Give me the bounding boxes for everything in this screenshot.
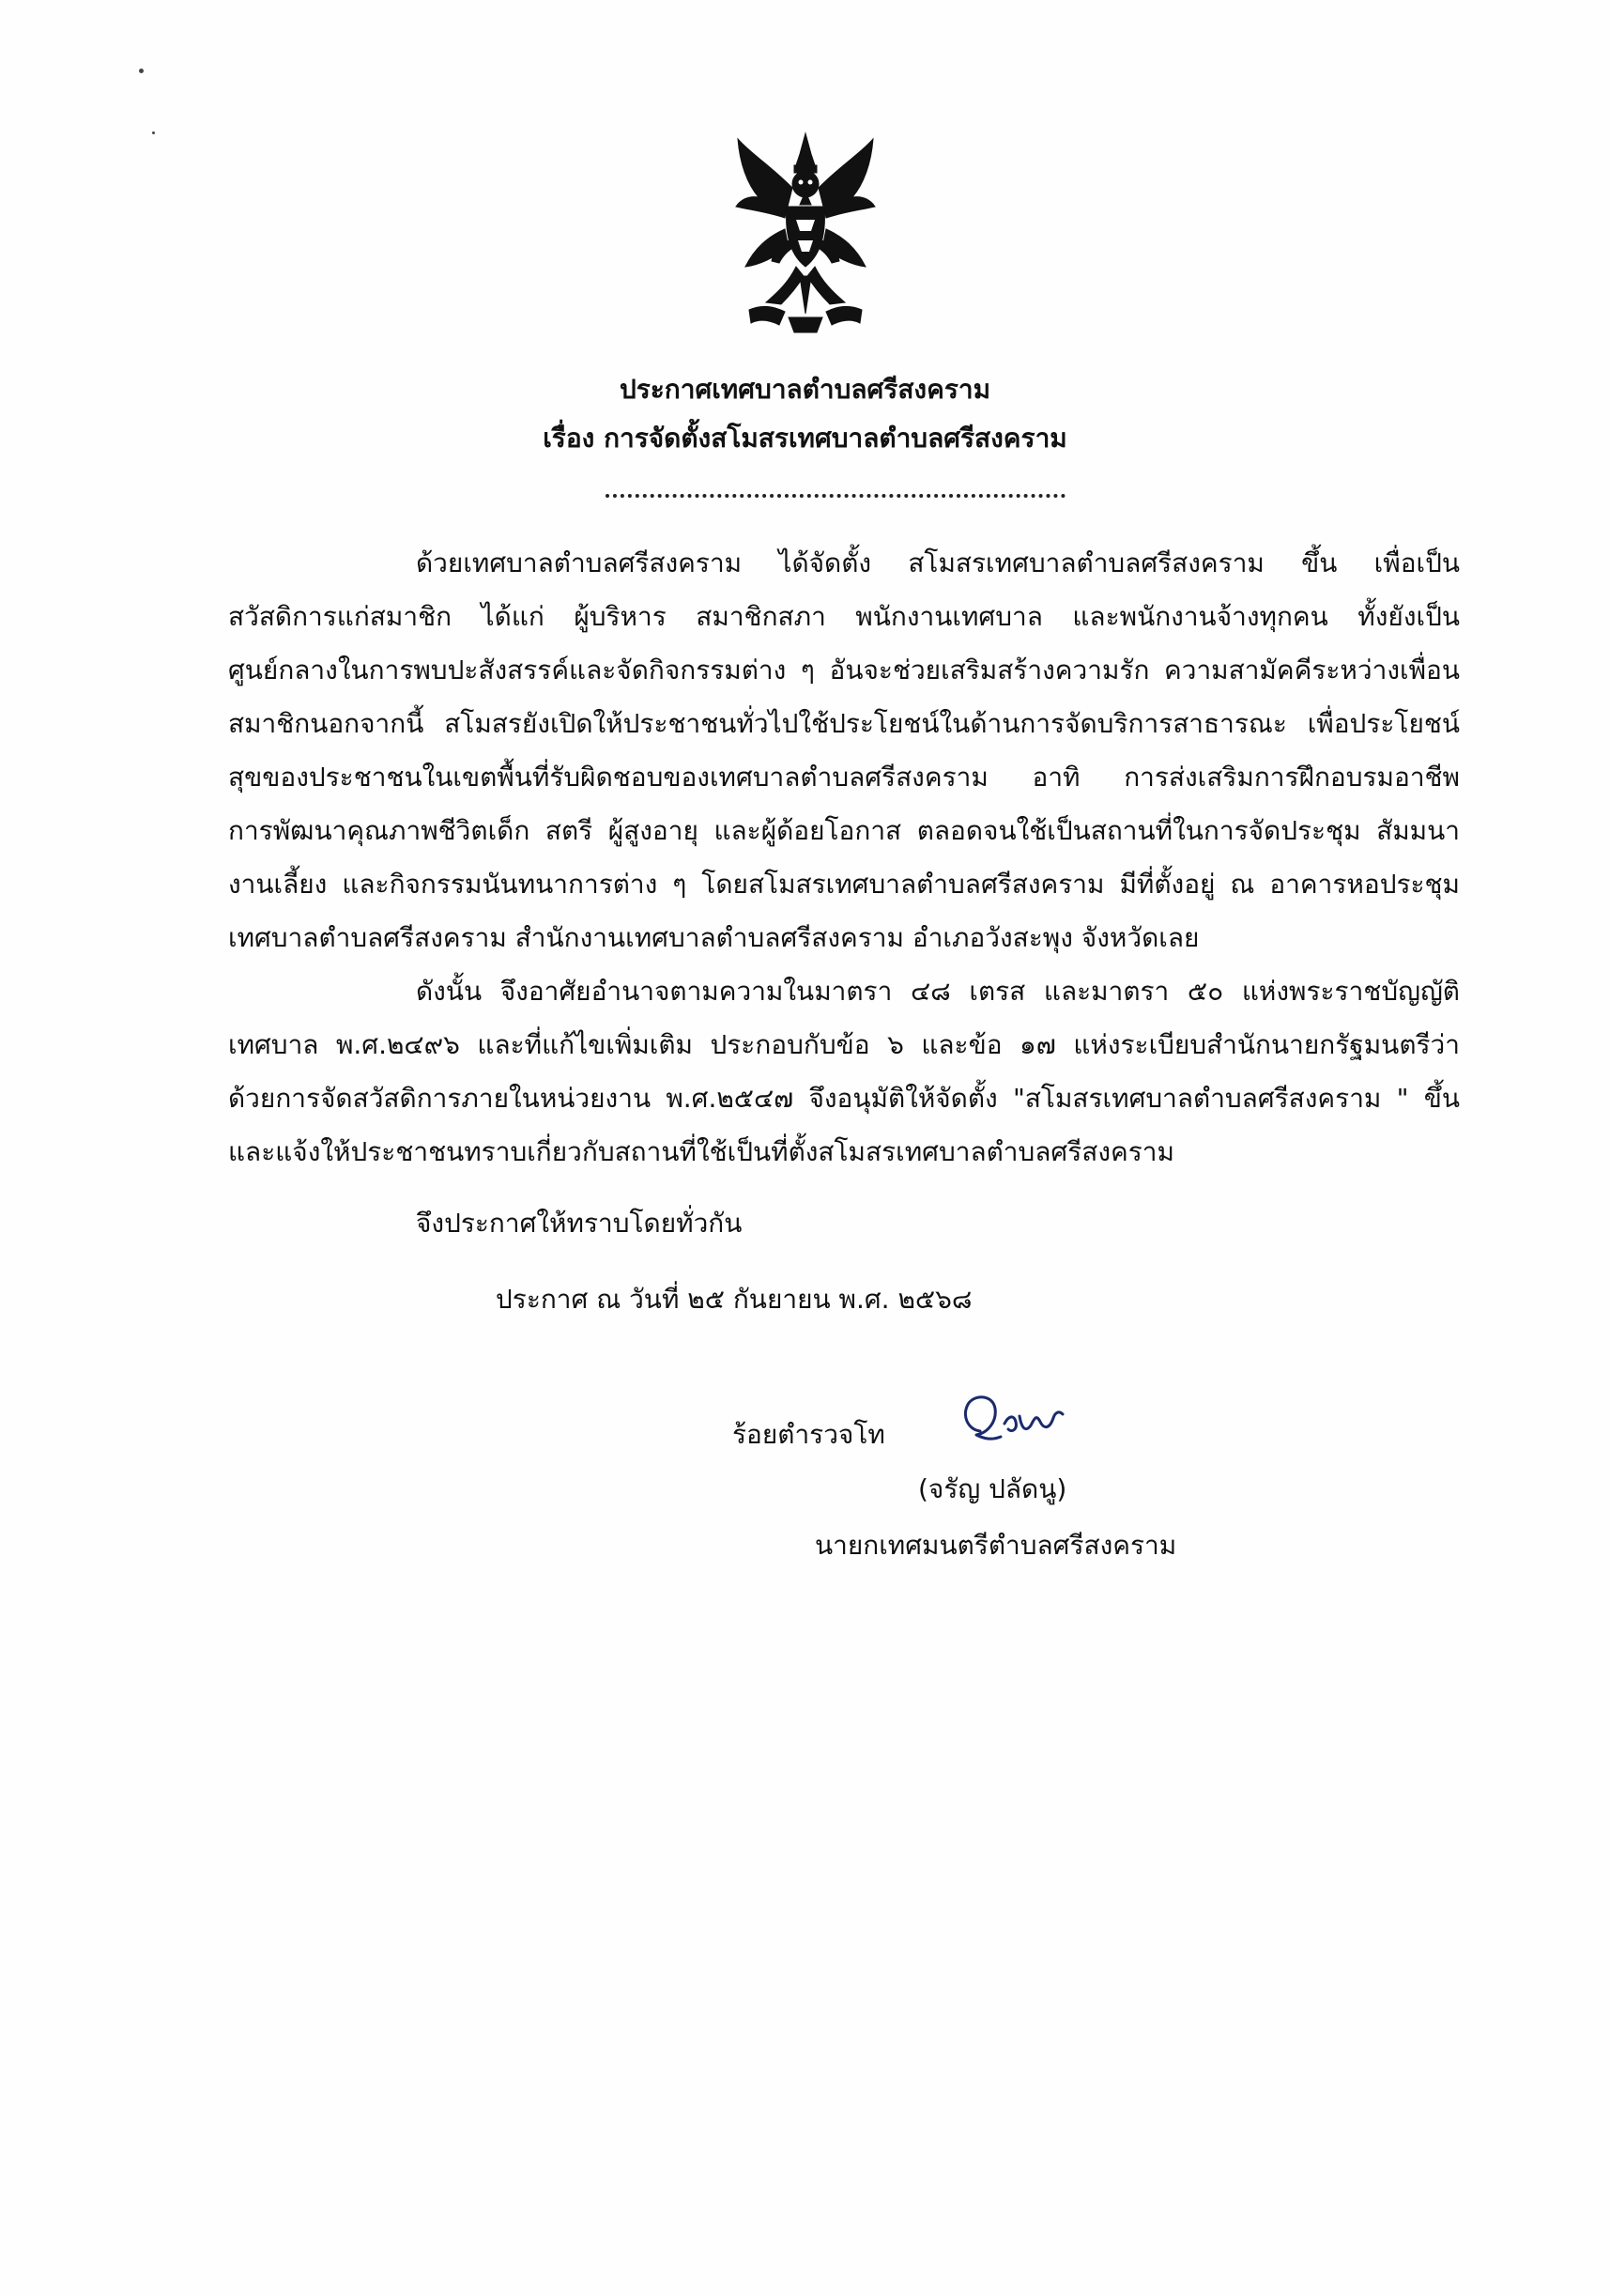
paragraph-1-line: สุขของประชาชนในเขตพื้นที่รับผิดชอบของเทศบาลตำบลศรีสงคราม อาทิ การส่งเสริมการฝึกอบรมอาชีพ [228,762,1460,793]
document-subject: เรื่อง การจัดตั้งสโมสรเทศบาลตำบลศรีสงคราม [543,423,1067,454]
handwritten-signature [950,1388,1072,1454]
paragraph-1-line: สมาชิกนอกจากนี้ สโมสรยังเปิดให้ประชาชนทั่วไปใช้ประโยชน์ในด้านการจัดบริการสาธารณะ เพื่อประโยชน์ [228,708,1460,739]
signatory-position: นายกเทศมนตรีตำบลศรีสงคราม [815,1530,1177,1561]
scan-speck [152,131,155,134]
signatory-rank: ร้อยตำรวจโท [732,1419,885,1450]
signatory-name: (จรัญ ปลัดนู) [918,1473,1067,1504]
paragraph-1-line: ด้วยเทศบาลตำบลศรีสงคราม ได้จัดตั้ง สโมสรเทศบาลตำบลศรีสงคราม ขึ้น เพื่อเป็น [416,547,1460,578]
paragraph-2-line: ดังนั้น จึงอาศัยอำนาจตามความในมาตรา ๔๘ เตรส และมาตรา ๕๐ แห่งพระราชบัญญัติ [416,976,1460,1007]
announcement-line: จึงประกาศให้ทราบโดยทั่วกัน [416,1208,743,1239]
document-title: ประกาศเทศบาลตำบลศรีสงคราม [619,374,991,405]
paragraph-1-line: สวัสดิการแก่สมาชิก ได้แก่ ผู้บริหาร สมาชิกสภา พนักงานเทศบาล และพนักงานจ้างทุกคน ทั้งยังเป็น [228,601,1460,632]
paragraph-2-line: เทศบาล พ.ศ.๒๔๙๖ และที่แก้ไขเพิ่มเติม ประกอบกับข้อ ๖ และข้อ ๑๗ แห่งระเบียบสำนักนายกรัฐมนตรีว่า [228,1029,1460,1060]
announcement-date: ประกาศ ณ วันที่ ๒๕ กันยายน พ.ศ. ๒๕๖๘ [496,1284,973,1315]
paragraph-2-line: ด้วยการจัดสวัสดิการภายในหน่วยงาน พ.ศ.๒๕๔๗ จึงอนุมัติให้จัดตั้ง "สโมสรเทศบาลตำบลศรีสงคราม " ขึ้น [228,1083,1460,1114]
paragraph-2-line: และแจ้งให้ประชาชนทราบเกี่ยวกับสถานที่ใช้เป็นที่ตั้งสโมสรเทศบาลตำบลศรีสงคราม [228,1136,1174,1167]
garuda-emblem-icon [730,126,881,337]
paragraph-1-line: งานเลี้ยง และกิจกรรมนันทนาการต่าง ๆ โดยสโมสรเทศบาลตำบลศรีสงคราม มีที่ตั้งอยู่ ณ อาคารหอประชุม [228,869,1460,900]
scan-speck [139,69,144,73]
header-separator [606,494,1066,498]
paragraph-1-line: ศูนย์กลางในการพบปะสังสรรค์และจัดกิจกรรมต่าง ๆ อันจะช่วยเสริมสร้างความรัก ความสามัคคีระหว่างเพื่อน [228,655,1460,686]
paragraph-1-line: เทศบาลตำบลศรีสงคราม สำนักงานเทศบาลตำบลศรีสงคราม อำเภอวังสะพุง จังหวัดเลย [228,922,1200,953]
paragraph-1-line: การพัฒนาคุณภาพชีวิตเด็ก สตรี ผู้สูงอายุ และผู้ด้อยโอกาส ตลอดจนใช้เป็นสถานที่ในการจัดประชุม สัมมนา [228,815,1460,846]
